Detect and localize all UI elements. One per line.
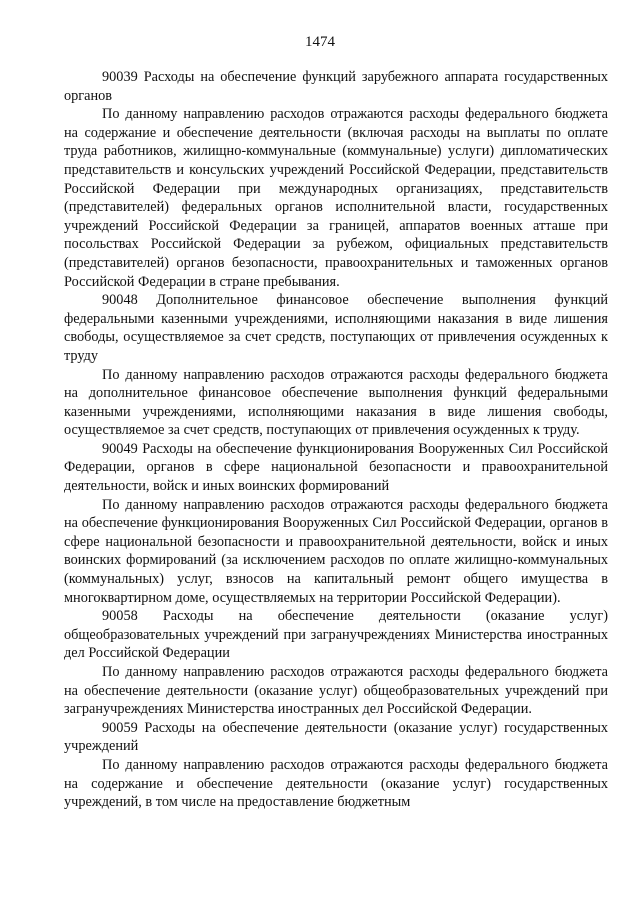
- section-body-90049: По данному направлению расходов отражаются расходы федерального бюджета на обеспечение функционирования Вооруженных Сил Российской Федерации, органов в сфере национальной безопасности и правоохранительной деятельности, войск и иных воинских формирований (за исключением расходов по оплате жилищно-коммунальных (коммунальных) услуг, взносов на капитальный ремонт общего имущества в многоквартирном доме, осуществляемых на территории Российской Федерации).: [64, 496, 608, 606]
- section-body-90058: По данному направлению расходов отражаются расходы федерального бюджета на обеспечение деятельности (оказание услуг) общеобразовательных учреждений при загранучреждениях Министерства иностранных дел Российской Федерации.: [64, 664, 608, 718]
- section-body-90048: По данному направлению расходов отражаются расходы федерального бюджета на дополнительное финансовое обеспечение выполнения функций федеральными казенными учреждениями, исполняющими наказания в виде лишения свободы, осуществляемое за счет средств, поступающих от привлечения осужденных к труду.: [64, 366, 608, 439]
- document-body: [64, 68, 608, 812]
- section-body-90039: По данному направлению расходов отражаются расходы федерального бюджета на содержание и обеспечение деятельности (включая расходы на выплаты по оплате труда работников, жилищно-коммунальные (коммунальные) услуги) дипломатических представительств и консульских учреждений Российской Федерации, представительств Российской Федерации при международных организациях, представительств (представителей) федеральных органов исполнительной власти, государственных учреждений Российской Федерации за границей, аппаратов военных атташе при посольствах Российской Федерации за рубежом, официальных представительств (представителей) органов безопасности, правоохранительных и таможенных органов Российской Федерации в стране пребывания.: [64, 106, 608, 290]
- section-heading-90039: 90039 Расходы на обеспечение функций зарубежного аппарата государственных органов: [64, 69, 608, 104]
- section-heading-90048: 90048 Дополнительное финансовое обеспечение выполнения функций федеральными казенными учреждениями, исполняющими наказания в виде лишения свободы, осуществляемое за счет средств, поступающих от привлечения осужденных к труду: [64, 292, 608, 364]
- section-body-90059: По данному направлению расходов отражаются расходы федерального бюджета на содержание и обеспечение деятельности (оказание услуг) государственных учреждений, в том числе на предоставление бюджетным: [64, 756, 608, 811]
- section-heading-90059: 90059 Расходы на обеспечение деятельности (оказание услуг) государственных учреждений: [64, 719, 608, 755]
- section-heading-90058: 90058 Расходы на обеспечение деятельности (оказание услуг) общеобразовательных учреждений при загранучреждениях Министерства иностранных дел Российской Федерации: [64, 608, 608, 662]
- section-heading-90049: 90049 Расходы на обеспечение функционирования Вооруженных Сил Российской Федерации, органов в сфере национальной безопасности и правоохранительной деятельности, войск и иных воинских формирований: [64, 440, 608, 495]
- page-number: 1474: [305, 34, 335, 50]
